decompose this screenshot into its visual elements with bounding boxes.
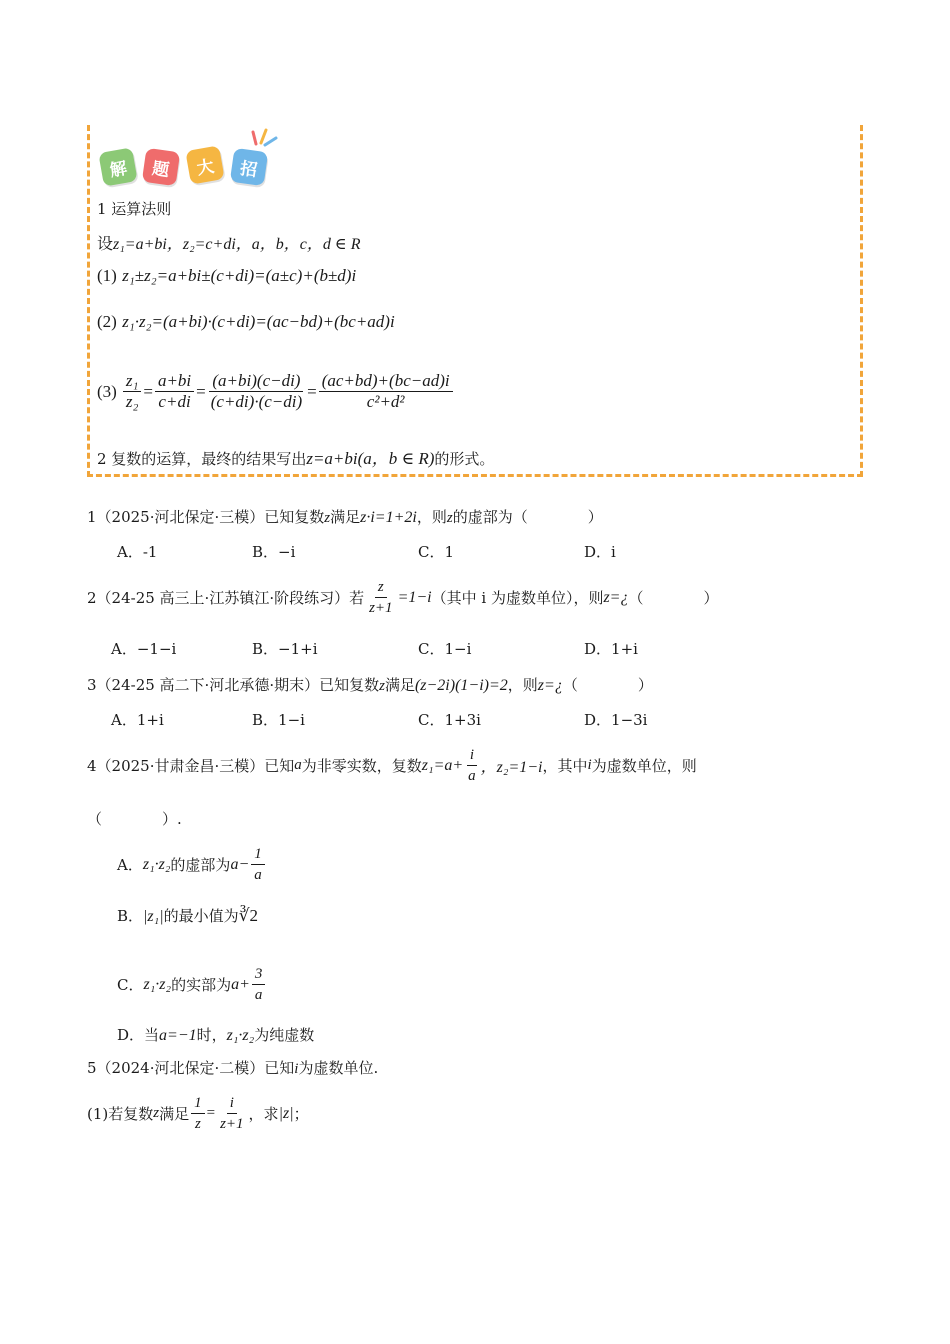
question-4-option-b[interactable]: B．|z₁|的最小值为∛2 <box>117 906 258 925</box>
question-4-stem: 4（2025·甘肃金昌·三模）已知 a 为非零实数，复数 z₁=a+ $\frac{i}{a}$ ，z₂=1−i ，其中 i 为虚数单位，则 <box>87 747 697 784</box>
formula-1-label: (1) <box>97 266 117 285</box>
badge-jie: 解 <box>98 147 137 186</box>
question-3-option-d[interactable]: D．1−3i <box>584 711 648 729</box>
formula-2-label: (2) <box>97 312 117 331</box>
rule2-prefix: 2 复数的运算，最终的结果写出 <box>97 450 307 468</box>
rule2-math: z=a+bi(a，b ∈ R) <box>306 449 435 468</box>
question-4-option-c[interactable]: C． z₁·z₂ 的实部为 a+ $\frac{3}{a}$ <box>117 965 267 1004</box>
formula-3-frac-1: $\frac{\text{z₁}}{\text{z₂}}$ <box>123 372 142 411</box>
formula-3-label: (3) <box>97 381 117 401</box>
question-4-option-d[interactable]: D．当a=−1时，z₁·z₂为纯虚数 <box>117 1026 315 1044</box>
question-2-fraction: $\frac{z}{z+1}$ <box>369 579 393 616</box>
question-4-paren: （ ）. <box>87 810 182 828</box>
rule2 <box>97 444 494 469</box>
question-1-option-b[interactable]: B．−i <box>252 543 296 561</box>
question-2-option-d[interactable]: D．1+i <box>584 640 638 658</box>
set-math: z₁=a+bi，z₂=c+di，a，b，c，d ∈ R <box>113 236 361 253</box>
question-2-option-a[interactable]: A．−1−i <box>111 640 177 658</box>
question-1-option-a[interactable]: A．-1 <box>117 543 158 561</box>
formula-3: (3) $\frac{\text{z₁}}{\text{z₂}}$ = $\frac{a+bi}{c+di}$ = $\frac{(a+bi)(c-di)}{(c+di)\cdot(c-di)}$ = $\frac{(ac+bd)+(bc-ad)i}{\text{c²+d²}}$ <box>97 372 455 411</box>
formula-3-frac-3: $\frac{(a+bi)(c-di)}{(c+di)\cdot(c-di)}$ <box>210 371 303 411</box>
question-1-option-c[interactable]: C．1 <box>418 543 455 561</box>
question-5-part-1: (1)若复数 z 满足 $\frac{1}{z}$ = $\frac{i}{z+1}$ ，求 |z| ； <box>87 1095 309 1132</box>
formula-1-math: z₁±z₂=a+bi±(c+di)=(a±c)+(b±d)i <box>122 266 357 285</box>
question-4-option-a[interactable]: A． z₁·z₂ 的虚部为 a− $\frac{1}{a}$ <box>117 845 267 884</box>
formula-3-frac-4: $\frac{(ac+bd)+(bc-ad)i}{\text{c²+d²}}$ <box>319 372 453 411</box>
formula-1 <box>97 266 356 286</box>
question-1-option-d[interactable]: D．i <box>584 543 616 561</box>
question-2-option-b[interactable]: B．−1+i <box>252 640 318 658</box>
formula-3-frac-2: $\frac{a+bi}{c+di}$ <box>155 372 194 411</box>
sparkle-icon <box>250 126 280 148</box>
question-3-option-b[interactable]: B．1−i <box>252 711 305 729</box>
rule2-suffix: 的形式。 <box>434 450 495 468</box>
question-3-option-a[interactable]: A．1+i <box>111 711 164 729</box>
question-3-stem: 3（24-25 高二下·河北承德·期末）已知复数z满足(z−2i)(1−i)=2，则z=¿（ ） <box>87 676 653 694</box>
question-2-option-c[interactable]: C．1−i <box>418 640 472 658</box>
badge-zhao: 招 <box>230 148 268 186</box>
formula-2-math: z₁·z₂=(a+bi)·(c+di)=(ac−bd)+(bc+ad)i <box>122 312 395 331</box>
set-prefix: 设 <box>97 234 114 253</box>
question-1-stem: 1（2025·河北保定·三模）已知复数z满足z·i=1+2i，则z的虚部为（ ） <box>87 508 603 526</box>
formula-2 <box>97 312 395 332</box>
question-2-stem: 2（24-25 高三上·江苏镇江·阶段练习）若 $\frac{z}{z+1}$ =1−i （其中 i 为虚数单位），则 z=¿ （ ） <box>87 579 719 616</box>
rule-set-line <box>97 231 361 254</box>
question-5-stem: 5（2024·河北保定·二模）已知i为虚数单位. <box>87 1059 379 1077</box>
badge-ti: 题 <box>142 148 180 186</box>
question-3-option-c[interactable]: C．1+3i <box>418 711 481 729</box>
rule1-title: 1 运算法则 <box>97 200 172 218</box>
badge-da: 大 <box>185 145 224 184</box>
question-4-fraction: $\frac{i}{a}$ <box>468 747 476 784</box>
